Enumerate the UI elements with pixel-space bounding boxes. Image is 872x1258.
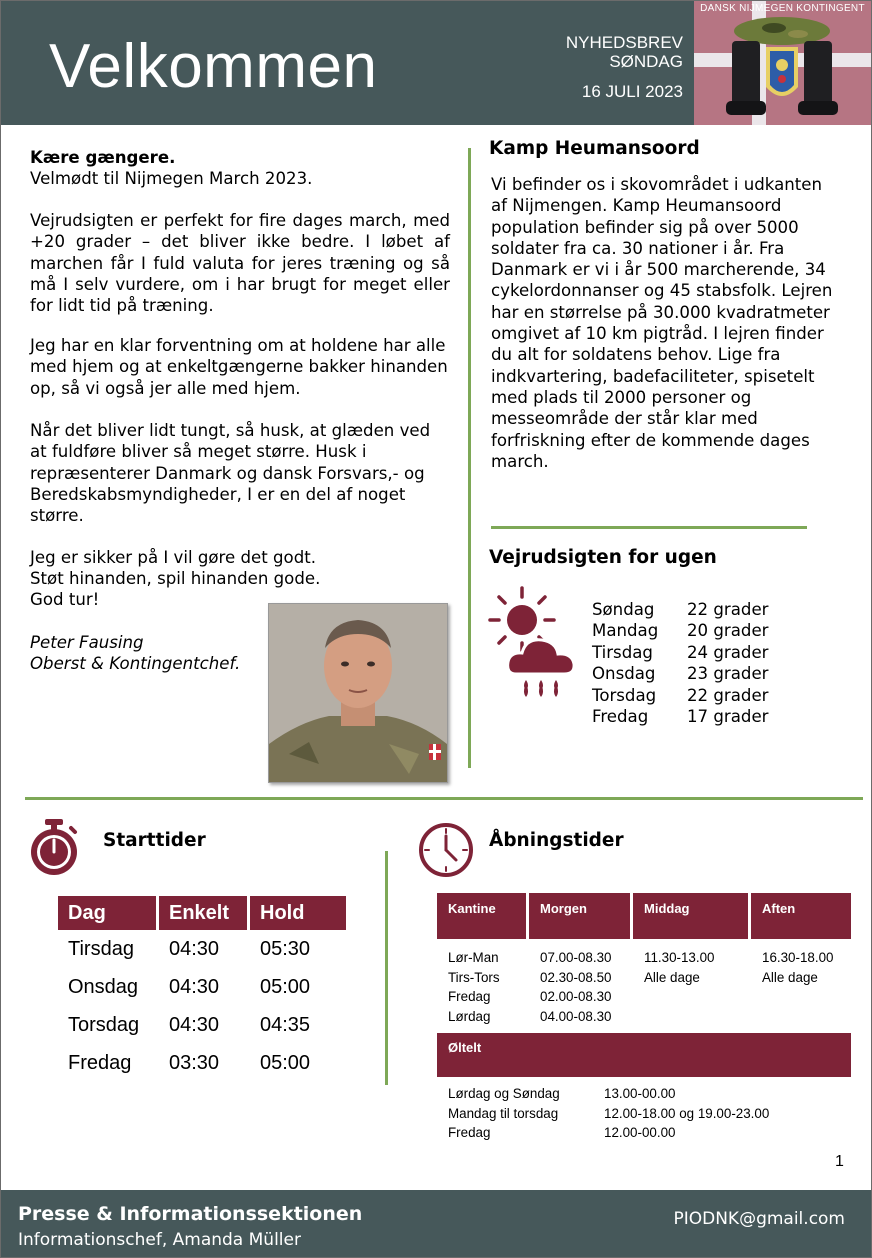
clock-icon-graphic (418, 822, 474, 878)
table-row (58, 1044, 346, 1082)
table-cell: 05:30 (260, 937, 311, 960)
weather-forecast-list (592, 599, 768, 727)
weather-row (592, 663, 768, 684)
colonel-portrait-photo (268, 603, 448, 783)
weather-day: Tirsdag (592, 642, 653, 662)
sun-rain-icon (486, 582, 580, 700)
table-cell: Fredag (68, 1051, 132, 1074)
letter-paragraph-teams: Jeg har en klar forventning om at holdene har alle med hjem og at enkeltgængerne bakker hinanden op, så vi også jer alle med hjem. (30, 336, 448, 398)
weather-day: Torsdag (592, 685, 657, 705)
letter-paragraph-weather: Vejrudsigten er perfekt for fire dages march, med +20 grader – det bliver ikke bedre. I løbet af marchen får I fuld valuta for jeres træning og så må I selv vurdere, om i har brugt for meget eller for lidt tid på træning. (30, 211, 450, 316)
col-header-evening (751, 893, 851, 939)
table-cell: 04:30 (169, 937, 220, 960)
start-times-table (55, 896, 349, 1082)
page-number: 1 (835, 1153, 844, 1170)
letter-greeting: Kære gængere. (30, 148, 176, 167)
midday-times: 11.30-13.00 Alle dage (644, 950, 715, 985)
weather-row (592, 599, 768, 620)
morning-header-label: Morgen (540, 901, 587, 916)
footer-bar (1, 1190, 871, 1257)
beer-tent-label: Øltelt (448, 1040, 482, 1055)
table-cell: 04:35 (260, 1013, 311, 1036)
col-header-morning (529, 893, 630, 939)
page-title: Velkommen (49, 32, 378, 101)
weather-day: Fredag (592, 706, 649, 726)
letter-intro: Velmødt til Nijmegen March 2023. (30, 169, 313, 188)
canteen-header-label: Kantine (448, 901, 496, 916)
letter-closing-1: Jeg er sikker på I vil gøre det godt. (30, 548, 317, 567)
table-cell: 04:30 (169, 975, 220, 998)
weather-row (592, 685, 768, 706)
footer-email-link[interactable]: PIODNK@gmail.com (673, 1209, 845, 1229)
opening-hours-heading: Åbningstider (489, 830, 624, 851)
col-header-day: Dag (58, 896, 156, 930)
camp-description: Vi befinder os i skovområdet i udkanten af Nijmengen. Kamp Heumansoord population befinder sig på over 5000 soldater fra ca. 30 nationer i år. Fra Danmark er vi i år 500 marcherende, 34 cykelordonnanser og 45 stabsfolk. Lejren har en størrelse på 30.000 kvadratmeter omgivet af 10 km pigtråd. I lejren finder du alt for soldatens behov. Lige fra indkvartering, badefaciliteter, spisetelt med plads til 2000 personer og messeområde der står klar med forfriskning efter de kommende dages march. (491, 175, 833, 471)
weather-temp: 22 grader (687, 600, 769, 619)
weather-temp: 22 grader (687, 685, 769, 705)
column-divider (468, 148, 471, 768)
column-divider-lower (385, 851, 388, 1085)
evening-header-label: Aften (762, 901, 796, 916)
col-header-single: Enkelt (159, 896, 247, 930)
evening-times: 16.30-18.00 Alle dage (762, 950, 834, 985)
table-cell: 05:00 (260, 1051, 311, 1074)
signature-block (30, 632, 240, 675)
footer-section-name: Presse & Informationssektionen (18, 1203, 363, 1225)
day-label: SØNDAG (609, 52, 683, 71)
date-label: 16 JULI 2023 (581, 82, 683, 101)
signer-name: Peter Fausing (30, 633, 144, 652)
section-divider-main (25, 797, 863, 800)
canteen-days: Lør-Man Tirs-Tors Fredag Lørdag (448, 950, 500, 1024)
beer-tent-header (437, 1033, 851, 1077)
weather-icon (486, 582, 580, 700)
contingent-badge-image (694, 1, 871, 125)
letter-paragraph-represent: Når det bliver lidt tungt, så husk, at glæden ved at fuldføre bliver så meget større. Husk i repræsenterer Danmark og dansk Forsvars,- og Beredskabsmyndigheder, I er en del af noget større. (30, 421, 431, 526)
weather-heading: Vejrudsigten for ugen (489, 547, 717, 568)
morning-times: 07.00-08.30 02.30-08.50 02.00-08.30 04.00-08.30 (540, 950, 612, 1024)
col-header-team: Hold (250, 896, 346, 930)
footer-contact: Informationschef, Amanda Müller (18, 1230, 301, 1250)
midday-header-label: Middag (644, 901, 690, 916)
col-header-canteen (437, 893, 526, 939)
weather-row (592, 620, 768, 641)
start-times-heading: Starttider (103, 830, 206, 851)
contingent-badge-label: DANSK NIJMEGEN KONTINGENT (700, 3, 865, 14)
table-row (58, 1006, 346, 1044)
weather-day: Søndag (592, 600, 655, 619)
col-header-midday (633, 893, 748, 939)
header-banner (1, 1, 871, 125)
section-divider-weather (491, 526, 807, 529)
table-cell: 04:30 (169, 1013, 220, 1036)
table-row (58, 930, 346, 968)
letter-closing-3: God tur! (30, 590, 100, 609)
table-cell: 03:30 (169, 1051, 220, 1074)
weather-temp: 20 grader (687, 621, 769, 641)
table-cell: Tirsdag (68, 937, 134, 960)
stopwatch-icon-graphic (28, 818, 80, 878)
newsletter-label: NYHEDSBREV (565, 33, 683, 52)
weather-temp: 23 grader (687, 664, 769, 684)
start-table-header-row (58, 896, 346, 930)
clock-icon (418, 822, 474, 878)
weather-row (592, 642, 768, 663)
flag-boots-illustration (694, 1, 871, 125)
beer-tent-days: Lørdag og Søndag Mandag til torsdag Fredag (448, 1086, 560, 1141)
table-cell: Torsdag (68, 1013, 140, 1036)
camp-heading: Kamp Heumansoord (489, 138, 700, 159)
weather-day: Mandag (592, 621, 659, 641)
letter-closing-2: Støt hinanden, spil hinanden gode. (30, 569, 321, 588)
table-row (58, 968, 346, 1006)
weather-temp: 24 grader (687, 642, 769, 662)
table-cell: Onsdag (68, 975, 139, 998)
portrait-illustration (269, 604, 447, 782)
stopwatch-icon (28, 818, 80, 878)
signer-title: Oberst & Kontingentchef. (30, 654, 241, 674)
weather-temp: 17 grader (687, 706, 769, 726)
table-cell: 05:00 (260, 975, 311, 998)
beer-tent-times: 13.00-00.00 12.00-18.00 og 19.00-23.00 12.00-00.00 (604, 1086, 770, 1141)
weather-row (592, 706, 768, 727)
weather-day: Onsdag (592, 664, 656, 684)
